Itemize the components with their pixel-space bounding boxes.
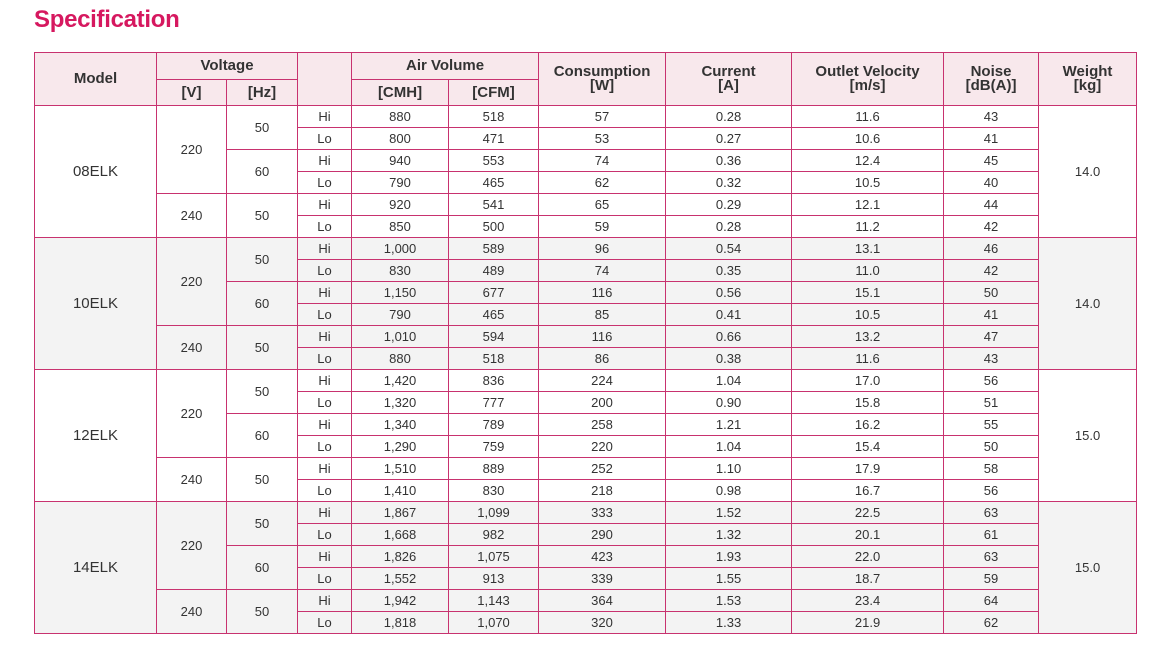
air-volume-cmh-cell: 1,552 <box>352 568 449 590</box>
current-cell: 0.38 <box>666 348 792 370</box>
table-row <box>35 370 1137 392</box>
consumption-cell: 364 <box>539 590 666 612</box>
noise-cell: 47 <box>944 326 1039 348</box>
outlet-velocity-cell: 11.2 <box>792 216 944 238</box>
consumption-cell: 290 <box>539 524 666 546</box>
consumption-cell: 62 <box>539 172 666 194</box>
weight-cell: 15.0 <box>1039 370 1137 502</box>
voltage-hz-cell: 50 <box>227 106 298 150</box>
mode-cell: Lo <box>298 524 352 546</box>
outlet-velocity-cell: 23.4 <box>792 590 944 612</box>
outlet-velocity-cell: 20.1 <box>792 524 944 546</box>
current-cell: 0.28 <box>666 106 792 128</box>
air-volume-cfm-cell: 789 <box>449 414 539 436</box>
consumption-cell: 339 <box>539 568 666 590</box>
air-volume-cmh-cell: 800 <box>352 128 449 150</box>
air-volume-cmh-cell: 940 <box>352 150 449 172</box>
noise-cell: 42 <box>944 216 1039 238</box>
mode-cell: Hi <box>298 326 352 348</box>
voltage-hz-cell: 50 <box>227 458 298 502</box>
air-volume-cfm-cell: 1,075 <box>449 546 539 568</box>
model-name: 10ELK <box>35 238 157 370</box>
consumption-cell: 333 <box>539 502 666 524</box>
consumption-cell: 85 <box>539 304 666 326</box>
current-cell: 1.53 <box>666 590 792 612</box>
mode-cell: Hi <box>298 370 352 392</box>
noise-cell: 58 <box>944 458 1039 480</box>
voltage-v-cell: 220 <box>157 502 227 590</box>
air-volume-cmh-cell: 1,150 <box>352 282 449 304</box>
noise-cell: 50 <box>944 282 1039 304</box>
outlet-velocity-cell: 22.0 <box>792 546 944 568</box>
noise-cell: 43 <box>944 348 1039 370</box>
air-volume-cmh-cell: 880 <box>352 348 449 370</box>
mode-cell: Hi <box>298 546 352 568</box>
air-volume-cmh-cell: 1,867 <box>352 502 449 524</box>
outlet-velocity-cell: 10.5 <box>792 172 944 194</box>
outlet-velocity-cell: 11.6 <box>792 348 944 370</box>
header-current-unit: [A] <box>718 77 739 94</box>
outlet-velocity-cell: 18.7 <box>792 568 944 590</box>
voltage-v-cell: 220 <box>157 106 227 194</box>
table-row <box>35 326 1137 348</box>
voltage-hz-cell: 50 <box>227 502 298 546</box>
mode-cell: Lo <box>298 568 352 590</box>
air-volume-cfm-cell: 518 <box>449 348 539 370</box>
air-volume-cfm-cell: 982 <box>449 524 539 546</box>
outlet-velocity-cell: 13.1 <box>792 238 944 260</box>
mode-cell: Lo <box>298 172 352 194</box>
air-volume-cfm-cell: 465 <box>449 304 539 326</box>
air-volume-cmh-cell: 920 <box>352 194 449 216</box>
header-current <box>666 53 792 106</box>
air-volume-cfm-cell: 759 <box>449 436 539 458</box>
air-volume-cfm-cell: 830 <box>449 480 539 502</box>
voltage-hz-cell: 50 <box>227 326 298 370</box>
voltage-hz-cell: 50 <box>227 590 298 634</box>
header-noise <box>944 53 1039 106</box>
air-volume-cfm-cell: 541 <box>449 194 539 216</box>
consumption-cell: 86 <box>539 348 666 370</box>
noise-cell: 55 <box>944 414 1039 436</box>
header-air-volume-cmh: [CMH] <box>352 80 449 106</box>
air-volume-cfm-cell: 836 <box>449 370 539 392</box>
header-air-volume: Air Volume <box>352 53 539 80</box>
noise-cell: 50 <box>944 436 1039 458</box>
outlet-velocity-cell: 12.4 <box>792 150 944 172</box>
noise-cell: 42 <box>944 260 1039 282</box>
voltage-hz-cell: 50 <box>227 370 298 414</box>
mode-cell: Lo <box>298 128 352 150</box>
air-volume-cfm-cell: 489 <box>449 260 539 282</box>
consumption-cell: 116 <box>539 282 666 304</box>
specification-table <box>34 52 1137 634</box>
table-row <box>35 502 1137 524</box>
noise-cell: 63 <box>944 546 1039 568</box>
air-volume-cmh-cell: 1,000 <box>352 238 449 260</box>
outlet-velocity-cell: 21.9 <box>792 612 944 634</box>
air-volume-cfm-cell: 677 <box>449 282 539 304</box>
table-row <box>35 194 1137 216</box>
outlet-velocity-cell: 15.8 <box>792 392 944 414</box>
table-row <box>35 238 1137 260</box>
header-current-label: Current <box>701 63 756 80</box>
noise-cell: 46 <box>944 238 1039 260</box>
current-cell: 1.04 <box>666 370 792 392</box>
noise-cell: 63 <box>944 502 1039 524</box>
current-cell: 1.32 <box>666 524 792 546</box>
header-weight <box>1039 53 1137 106</box>
mode-cell: Lo <box>298 260 352 282</box>
air-volume-cmh-cell: 830 <box>352 260 449 282</box>
current-cell: 0.28 <box>666 216 792 238</box>
consumption-cell: 258 <box>539 414 666 436</box>
current-cell: 0.32 <box>666 172 792 194</box>
table-row <box>35 458 1137 480</box>
header-consumption-label: Consumption <box>553 63 651 80</box>
air-volume-cfm-cell: 500 <box>449 216 539 238</box>
voltage-hz-cell: 60 <box>227 282 298 326</box>
mode-cell: Hi <box>298 238 352 260</box>
header-outlet-velocity-unit: [m/s] <box>849 77 886 94</box>
consumption-cell: 96 <box>539 238 666 260</box>
voltage-hz-cell: 50 <box>227 238 298 282</box>
voltage-v-cell: 220 <box>157 238 227 326</box>
noise-cell: 61 <box>944 524 1039 546</box>
voltage-v-cell: 240 <box>157 458 227 502</box>
air-volume-cmh-cell: 1,668 <box>352 524 449 546</box>
air-volume-cmh-cell: 880 <box>352 106 449 128</box>
header-consumption <box>539 53 666 106</box>
air-volume-cfm-cell: 777 <box>449 392 539 414</box>
voltage-v-cell: 240 <box>157 194 227 238</box>
weight-cell: 14.0 <box>1039 106 1137 238</box>
outlet-velocity-cell: 15.1 <box>792 282 944 304</box>
header-noise-label: Noise <box>970 63 1012 80</box>
mode-cell: Lo <box>298 392 352 414</box>
air-volume-cmh-cell: 1,290 <box>352 436 449 458</box>
air-volume-cmh-cell: 1,420 <box>352 370 449 392</box>
mode-cell: Lo <box>298 436 352 458</box>
air-volume-cfm-cell: 1,070 <box>449 612 539 634</box>
consumption-cell: 423 <box>539 546 666 568</box>
header-voltage: Voltage <box>157 53 298 80</box>
noise-cell: 41 <box>944 304 1039 326</box>
air-volume-cfm-cell: 471 <box>449 128 539 150</box>
consumption-cell: 224 <box>539 370 666 392</box>
header-voltage-v: [V] <box>157 80 227 106</box>
outlet-velocity-cell: 11.0 <box>792 260 944 282</box>
header-model: Model <box>35 53 157 106</box>
voltage-hz-cell: 50 <box>227 194 298 238</box>
noise-cell: 51 <box>944 392 1039 414</box>
mode-cell: Hi <box>298 458 352 480</box>
consumption-cell: 59 <box>539 216 666 238</box>
air-volume-cmh-cell: 1,510 <box>352 458 449 480</box>
header-outlet-velocity-label: Outlet Velocity <box>815 63 920 80</box>
air-volume-cmh-cell: 790 <box>352 304 449 326</box>
air-volume-cfm-cell: 589 <box>449 238 539 260</box>
mode-cell: Hi <box>298 502 352 524</box>
noise-cell: 40 <box>944 172 1039 194</box>
air-volume-cmh-cell: 1,410 <box>352 480 449 502</box>
outlet-velocity-cell: 17.0 <box>792 370 944 392</box>
model-block <box>35 502 1137 634</box>
air-volume-cfm-cell: 594 <box>449 326 539 348</box>
mode-cell: Hi <box>298 106 352 128</box>
air-volume-cfm-cell: 913 <box>449 568 539 590</box>
current-cell: 0.56 <box>666 282 792 304</box>
model-block <box>35 238 1137 370</box>
mode-cell: Hi <box>298 150 352 172</box>
outlet-velocity-cell: 22.5 <box>792 502 944 524</box>
current-cell: 1.55 <box>666 568 792 590</box>
mode-cell: Lo <box>298 480 352 502</box>
noise-cell: 56 <box>944 480 1039 502</box>
outlet-velocity-cell: 16.7 <box>792 480 944 502</box>
noise-cell: 56 <box>944 370 1039 392</box>
consumption-cell: 320 <box>539 612 666 634</box>
consumption-cell: 252 <box>539 458 666 480</box>
consumption-cell: 200 <box>539 392 666 414</box>
current-cell: 0.35 <box>666 260 792 282</box>
model-name: 08ELK <box>35 106 157 238</box>
current-cell: 1.21 <box>666 414 792 436</box>
outlet-velocity-cell: 11.6 <box>792 106 944 128</box>
header-weight-unit: [kg] <box>1073 77 1102 94</box>
mode-cell: Hi <box>298 194 352 216</box>
air-volume-cmh-cell: 1,320 <box>352 392 449 414</box>
voltage-v-cell: 240 <box>157 590 227 634</box>
model-block <box>35 106 1137 238</box>
noise-cell: 44 <box>944 194 1039 216</box>
air-volume-cmh-cell: 790 <box>352 172 449 194</box>
current-cell: 0.29 <box>666 194 792 216</box>
header-weight-label: Weight <box>1062 63 1113 80</box>
table-header <box>35 53 1137 106</box>
current-cell: 0.36 <box>666 150 792 172</box>
table-row <box>35 590 1137 612</box>
noise-cell: 45 <box>944 150 1039 172</box>
header-consumption-unit: [W] <box>589 77 615 94</box>
current-cell: 0.90 <box>666 392 792 414</box>
consumption-cell: 65 <box>539 194 666 216</box>
noise-cell: 43 <box>944 106 1039 128</box>
air-volume-cmh-cell: 1,818 <box>352 612 449 634</box>
current-cell: 1.10 <box>666 458 792 480</box>
current-cell: 1.04 <box>666 436 792 458</box>
air-volume-cfm-cell: 518 <box>449 106 539 128</box>
mode-cell: Lo <box>298 612 352 634</box>
voltage-hz-cell: 60 <box>227 150 298 194</box>
header-air-volume-cfm: [CFM] <box>449 80 539 106</box>
air-volume-cmh-cell: 850 <box>352 216 449 238</box>
noise-cell: 64 <box>944 590 1039 612</box>
outlet-velocity-cell: 12.1 <box>792 194 944 216</box>
consumption-cell: 53 <box>539 128 666 150</box>
mode-cell: Lo <box>298 348 352 370</box>
current-cell: 0.41 <box>666 304 792 326</box>
mode-cell: Hi <box>298 414 352 436</box>
current-cell: 1.93 <box>666 546 792 568</box>
header-outlet-velocity <box>792 53 944 106</box>
current-cell: 0.54 <box>666 238 792 260</box>
header-mode-blank <box>298 53 352 106</box>
consumption-cell: 74 <box>539 260 666 282</box>
air-volume-cmh-cell: 1,340 <box>352 414 449 436</box>
air-volume-cfm-cell: 889 <box>449 458 539 480</box>
air-volume-cmh-cell: 1,010 <box>352 326 449 348</box>
noise-cell: 41 <box>944 128 1039 150</box>
mode-cell: Lo <box>298 304 352 326</box>
current-cell: 0.27 <box>666 128 792 150</box>
table-row <box>35 106 1137 128</box>
consumption-cell: 218 <box>539 480 666 502</box>
air-volume-cfm-cell: 1,143 <box>449 590 539 612</box>
mode-cell: Hi <box>298 282 352 304</box>
outlet-velocity-cell: 17.9 <box>792 458 944 480</box>
mode-cell: Hi <box>298 590 352 612</box>
noise-cell: 59 <box>944 568 1039 590</box>
model-name: 12ELK <box>35 370 157 502</box>
voltage-hz-cell: 60 <box>227 546 298 590</box>
air-volume-cfm-cell: 1,099 <box>449 502 539 524</box>
consumption-cell: 57 <box>539 106 666 128</box>
header-voltage-hz: [Hz] <box>227 80 298 106</box>
page-title: Specification <box>34 6 180 33</box>
outlet-velocity-cell: 10.6 <box>792 128 944 150</box>
voltage-hz-cell: 60 <box>227 414 298 458</box>
outlet-velocity-cell: 16.2 <box>792 414 944 436</box>
model-block <box>35 370 1137 502</box>
voltage-v-cell: 220 <box>157 370 227 458</box>
consumption-cell: 74 <box>539 150 666 172</box>
air-volume-cfm-cell: 465 <box>449 172 539 194</box>
voltage-v-cell: 240 <box>157 326 227 370</box>
model-name: 14ELK <box>35 502 157 634</box>
outlet-velocity-cell: 13.2 <box>792 326 944 348</box>
current-cell: 0.98 <box>666 480 792 502</box>
noise-cell: 62 <box>944 612 1039 634</box>
mode-cell: Lo <box>298 216 352 238</box>
consumption-cell: 116 <box>539 326 666 348</box>
consumption-cell: 220 <box>539 436 666 458</box>
weight-cell: 15.0 <box>1039 502 1137 634</box>
air-volume-cmh-cell: 1,942 <box>352 590 449 612</box>
current-cell: 1.52 <box>666 502 792 524</box>
current-cell: 0.66 <box>666 326 792 348</box>
outlet-velocity-cell: 10.5 <box>792 304 944 326</box>
weight-cell: 14.0 <box>1039 238 1137 370</box>
current-cell: 1.33 <box>666 612 792 634</box>
air-volume-cfm-cell: 553 <box>449 150 539 172</box>
air-volume-cmh-cell: 1,826 <box>352 546 449 568</box>
header-noise-unit: [dB(A)] <box>965 77 1017 94</box>
outlet-velocity-cell: 15.4 <box>792 436 944 458</box>
